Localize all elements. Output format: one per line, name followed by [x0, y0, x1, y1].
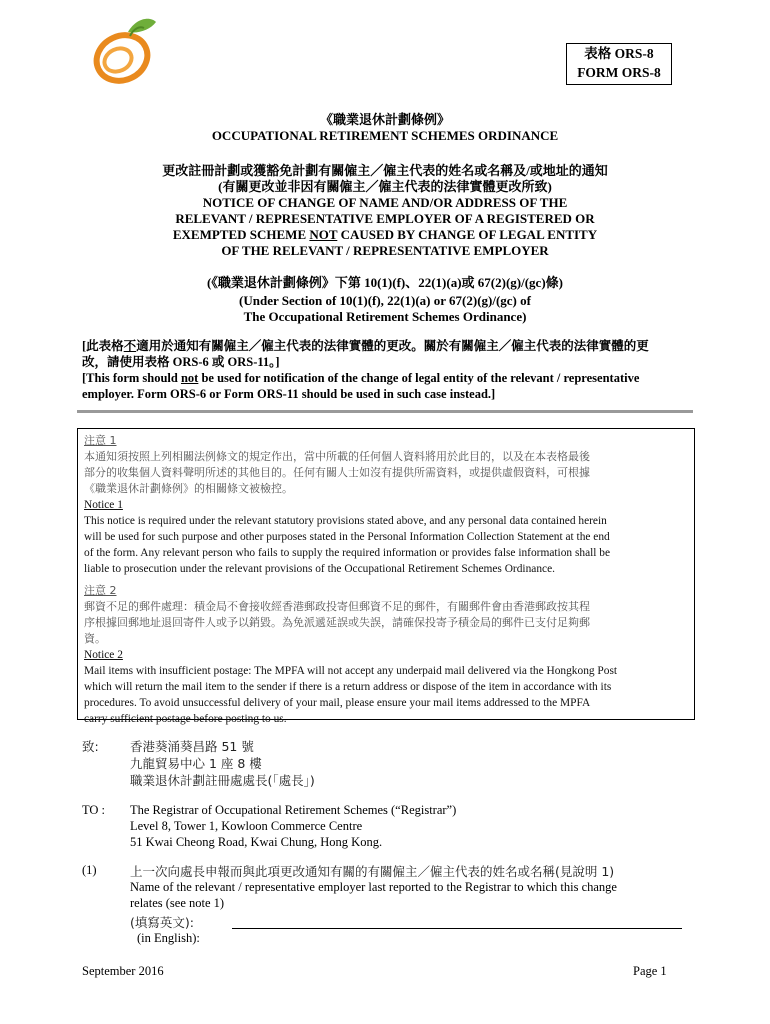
to-en-line: The Registrar of Occupational Retirement Schemes (“Registrar”)	[130, 803, 457, 817]
notice2-zh-heading: 注意 2	[84, 584, 117, 597]
notice2-zh-line: 郵資不足的郵件處理：積金局不會接收經香港郵政投寄但郵資不足的郵件，有關郵件會由香港郵政按其程	[84, 600, 590, 613]
notice1-en-line: This notice is required under the relevant statutory provisions stated above, and any personal data contained herein	[84, 515, 607, 527]
notice1-en-line: of the form. Any relevant person who fails to supply the required information or provides false information shall be	[84, 547, 611, 559]
employer-name-input[interactable]	[232, 910, 682, 929]
notice1-en-line: liable to prosecution under the relevant provisions of the Occupational Retirement Schemes Ordinance.	[84, 563, 555, 575]
item1-fill-en: (in English):	[137, 931, 200, 945]
form-number-en: FORM ORS-8	[577, 65, 661, 80]
notice1-zh-heading: 注意 1	[84, 434, 117, 447]
notice-box	[77, 428, 695, 725]
notice1-en-line: will be used for such purpose and other purposes stated in the Personal Information Collection Statement at the end	[84, 531, 610, 543]
warning-zh-1: [此表格不適用於通知有關僱主／僱主代表的法律實體的更改。關於有關僱主／僱主代表的法律實體的更	[82, 339, 649, 353]
notice2-en-line: which will return the mail item to the sender if there is a return address or dispose of the item in accordance with its	[84, 681, 612, 693]
section-en-1: (Under Section of 10(1)(f), 22(1)(a) or 67(2)(g)/(gc) of	[239, 293, 531, 308]
item1-en-1: Name of the relevant / representative employer last reported to the Registrar to which this change	[130, 880, 617, 894]
to-zh-line: 香港葵涌葵昌路 51 號	[130, 739, 254, 754]
title-en-2: RELEVANT / REPRESENTATIVE EMPLOYER OF A REGISTERED OR	[175, 211, 595, 226]
notice1-en-heading: Notice 1	[84, 499, 123, 511]
title-en-1: NOTICE OF CHANGE OF NAME AND/OR ADDRESS OF THE	[202, 195, 568, 210]
warning-zh-2: 改，請使用表格 ORS-6 或 ORS-11。]	[82, 355, 280, 369]
notice2-en-line: carry sufficient postage before posting to us.	[84, 713, 287, 725]
warning-en-1: [This form should not be used for notification of the change of legal entity of the relevant / representative	[82, 371, 640, 385]
to-zh-line: 職業退休計劃註冊處處長(「處長」)	[130, 773, 315, 788]
notice2-zh-line: 序根據回郵地址退回寄件人或予以銷毀。為免派遞延誤或失誤，請確保投寄予積金局的郵件已支付足夠郵	[84, 616, 590, 629]
item1-number: (1)	[82, 863, 97, 877]
notice2-en-heading: Notice 2	[84, 649, 123, 661]
to-zh-label: 致:	[82, 739, 99, 754]
footer-page: Page 1	[633, 964, 667, 978]
to-zh-line: 九龍貿易中心 1 座 8 樓	[130, 756, 262, 771]
to-en-line: Level 8, Tower 1, Kowloon Commerce Centre	[130, 819, 363, 833]
title-en-4: OF THE RELEVANT / REPRESENTATIVE EMPLOYER	[221, 243, 549, 258]
ordinance-zh: 《職業退休計劃條例》	[319, 112, 450, 127]
warning-en-2: employer. Form ORS-6 or Form ORS-11 should be used in such case instead.]	[82, 387, 496, 401]
section-zh: (《職業退休計劃條例》下第 10(1)(f)、22(1)(a)或 67(2)(g)/(gc)條)	[207, 275, 563, 290]
notice1-zh-line: 本通知須按照上列相關法例條文的規定作出，當中所載的任何個人資料將用於此目的，以及在本表格最後	[84, 450, 590, 463]
section-en-2: The Occupational Retirement Schemes Ordinance)	[243, 309, 527, 324]
form-number-box	[566, 43, 672, 85]
item1-en-2: relates (see note 1)	[130, 896, 225, 910]
notice1-zh-line: 《職業退休計劃條例》的相關條文被檢控。	[84, 482, 293, 495]
title-zh-1: 更改註冊計劃或獲豁免計劃有關僱主／僱主代表的姓名或名稱及/或地址的通知	[162, 163, 608, 178]
notice2-zh-line: 資。	[84, 632, 106, 645]
item1-zh: 上一次向處長申報而與此項更改通知有關的有關僱主／僱主代表的姓名或名稱(見說明 1)	[130, 864, 615, 879]
ordinance-en: OCCUPATIONAL RETIREMENT SCHEMES ORDINANCE	[211, 128, 559, 143]
separator-line	[77, 410, 693, 413]
notice1-zh-line: 部分的收集個人資料聲明所述的其他目的。任何有關人士如沒有提供所需資料，或提供虛假資料，可根據	[84, 466, 590, 479]
mpfa-logo	[84, 14, 162, 86]
title-en-3: EXEMPTED SCHEME NOT CAUSED BY CHANGE OF LEGAL ENTITY	[172, 227, 598, 242]
title-zh-2: (有關更改並非因有關僱主／僱主代表的法律實體更改所致)	[218, 179, 552, 194]
form-number-zh: 表格 ORS-8	[584, 46, 654, 61]
to-en-label: TO :	[82, 803, 106, 817]
item1-fill-zh: (填寫英文):	[130, 915, 194, 930]
footer-date: September 2016	[82, 964, 164, 978]
notice2-en-line: procedures. To avoid unsuccessful delivery of your mail, please ensure your mail items addressed to the MPFA	[84, 697, 591, 709]
notice2-en-line: Mail items with insufficient postage: The MPFA will not accept any underpaid mail delivered via the Hongkong Post	[84, 665, 618, 677]
to-en-line: 51 Kwai Cheong Road, Kwai Chung, Hong Kong.	[130, 835, 383, 849]
